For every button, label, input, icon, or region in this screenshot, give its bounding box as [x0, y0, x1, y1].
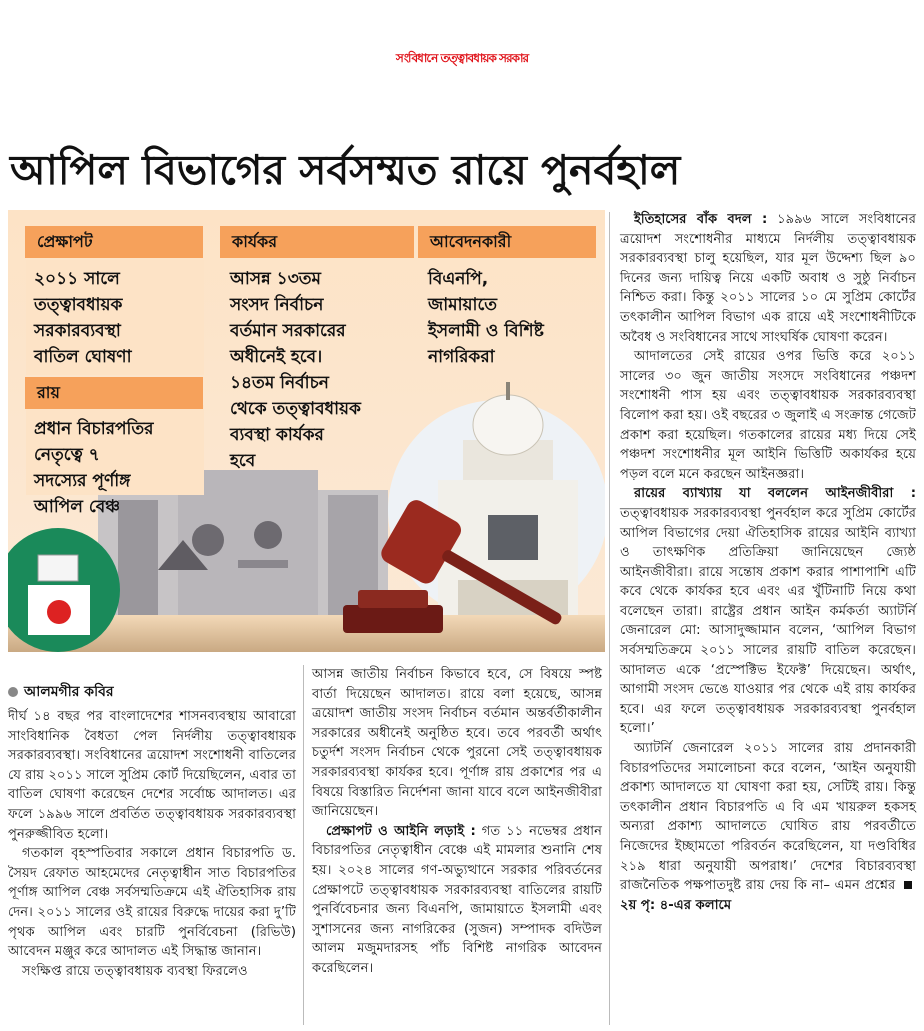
effective-text: আসন্ন ১৩তম সংসদ নির্বাচন বর্তমান সরকারের অধীনেই হবে। ১৪তম নির্বাচন থেকে তত্ত্বাবধায়ক ব্যবস্থা কার্যকর হবে — [230, 269, 361, 471]
headline: সংবিধানে তত্ত্বাবধায়ক সরকার — [395, 51, 529, 65]
effective-heading: কার্যকর — [220, 226, 414, 258]
infographic — [8, 210, 605, 652]
col3-paragraph — [620, 210, 916, 347]
article-column-1 — [8, 707, 296, 981]
col3-paragraph — [620, 739, 916, 915]
col3-subheading: রায়ের ব্যাখ্যায় যা বললেন আইনজীবীরা : — [634, 486, 916, 502]
col3-paragraph-text: তত্ত্বাবধায়ক সরকারব্যবস্থা পুনর্বহাল করে সুপ্রিম কোর্টের আপিল বিভাগের দেয়া ঐতিহাসিক রায়ের আইনি ব্যাখ্যা ও তাৎক্ষণিক প্রতিক্রিয়া জানিয়েছেন জ্যেষ্ঠ আইনজীবীরা। রায়ে সন্তোষ প্রকাশ করার পাশাপাশি এটি কবে থেকে কার্যকর হবে এবং এর খুঁটিনাটি নিয়ে কথা বলেছেন তারা। রাষ্ট্রের প্রধান আইন কর্মকর্তা অ্যাটর্নি জেনারেল মো: আসাদুজ্জামান বলেন, ‘আপিল বিভাগ সর্বসম্মতিক্রমে ২০১১ সালের রায়টি বাতিল করেছেন। আদালত একে ‘প্রস্পেক্টিভ ইফেক্ট’ দিয়েছেন। অর্থাৎ, আগামী সংসদ ভেঙে যাওয়ার পর থেকে এই রায় কার্যকর হবে। এর ফলে তত্ত্বাবধায়ক সরকারব্যবস্থা পুনর্বহাল হলো।’ — [620, 505, 916, 737]
article-column-3 — [620, 210, 916, 915]
col1-paragraph: দীর্ঘ ১৪ বছর পর বাংলাদেশের শাসনব্যবস্থায় আবারো সাংবিধানিক বৈধতা পেল নির্দলীয় তত্ত্বাবধায়ক সরকারব্যবস্থা। সংবিধানের ত্রয়োদশ সংশোধনী বাতিলের যে রায় ২০১১ সালে সুপ্রিম কোর্ট দিয়েছিলেন, এবার তা বাতিল ঘোষণা করেছেন দেশের সর্বোচ্চ আদালত। এর ফলে ১৯৯৬ সালে প্রবর্তিত তত্ত্বাবধায়ক সরকারব্যবস্থা পুনরুজ্জীবিত হলো। — [8, 709, 296, 842]
applicants-heading: আবেদনকারী — [418, 226, 596, 258]
col3-paragraph — [620, 484, 916, 739]
byline-name: আলমগীর কবির — [24, 684, 114, 700]
col1-paragraph: সংক্ষিপ্ত রায়ে তত্ত্বাবধায়ক ব্যবস্থা ফিরলেও — [22, 963, 248, 979]
col3-subheading: ইতিহাসের বাঁক বদল : — [634, 212, 768, 227]
byline — [8, 680, 114, 704]
col2-paragraph-text: গত ১১ নভেম্বর প্রধান বিচারপতির নেতৃত্বাধীন বেঞ্চে এই মামলার শুনানি শেষ হয়। ২০২৪ সালের গণ-অভ্যুত্থানে সরকার পরিবর্তনের প্রেক্ষাপটে তত্ত্বাবধায়ক সরকারব্যবস্থা বাতিলের রায়টি পুনর্বিবেচনার জন্য বিএনপি, জামায়াতে ইসলামী এবং সুশাসনের জন্য নাগরিকের (সুজন) সম্পাদক বদিউল আলম মজুমদারসহ পাঁচ বিশিষ্ট নাগরিক আবেদন করেছিলেন। — [312, 823, 603, 976]
col3-paragraph: আদালতের সেই রায়ের ওপর ভিত্তি করে ২০১১ সালের ৩০ জুন জাতীয় সংসদে সংবিধানের পঞ্চদশ সংশোধনী পাস হয় এবং তত্ত্বাবধায়ক সরকারব্যবস্থা বিলোপ করা হয়। ওই বছরের ৩ জুলাই এ সংক্রান্ত গেজেট প্রকাশ করা হয়েছিল। গতকালের রায়ের মধ্য দিয়ে সেই পঞ্চদশ সংশোধনীর মূল আইনি ভিত্তিটি অকার্যকর হয়ে পড়ল বলে মনে করছেন আইনজ্ঞরা। — [620, 349, 916, 482]
verdict-heading: রায় — [25, 377, 203, 409]
col2-paragraph: আসন্ন জাতীয় নির্বাচন কিভাবে হবে, সে বিষয়ে স্পষ্ট বার্তা দিয়েছেন আদালত। রায়ে বলা হয়েছে, আসন্ন ত্রয়োদশ জাতীয় সংসদ নির্বাচন বর্তমান অন্তর্বর্তীকালীন সরকারের অধীনেই অনুষ্ঠিত হবে। তবে পরবর্তী অর্থাৎ চতুর্দশ সংসদ নির্বাচন থেকে পুরনো সেই তত্ত্বাবধায়ক সরকারব্যবস্থা কার্যকর হবে। পূর্ণাঙ্গ রায় প্রকাশের পর এ বিষয়ে বিস্তারিত নির্দেশনা জানা যাবে বলে আইনজীবীরা জানিয়েছেন। — [312, 667, 602, 820]
continued-jump: ২য় পৃ: ৪-এর কলামে — [620, 897, 732, 913]
col1-paragraph: গতকাল বৃহস্পতিবার সকালে প্রধান বিচারপতি ড. সৈয়দ রেফাত আহমেদের নেতৃত্বাধীন সাত বিচারপতির পূর্ণাঙ্গ আপিল বেঞ্চ সর্বসম্মতিক্রমে এই ঐতিহাসিক রায় দেন। ২০১১ সালের ওই রায়ের বিরুদ্ধে দায়ের করা দু’টি পৃথক আপিল এবং চারটি পুনর্বিবেচনা (রিভিউ) আবেদন মঞ্জুর করে আদালত এই সিদ্ধান্ত জানান। — [8, 846, 296, 960]
col2-paragraph — [312, 822, 602, 979]
bullet-icon — [8, 687, 18, 697]
background-heading: প্রেক্ষাপট — [25, 226, 203, 258]
col2-subheading: প্রেক্ষাপট ও আইনি লড়াই : — [326, 823, 476, 839]
article-column-2 — [312, 665, 602, 979]
verdict-text: প্রধান বিচারপতির নেতৃত্বে ৭ সদস্যের পূর্ণাঙ্গ আপিল বেঞ্চ — [34, 419, 154, 517]
col3-paragraph-text: অ্যাটর্নি জেনারেল ২০১১ সালের রায় প্রদানকারী বিচারপতিদের সমালোচনা করে বলেন, ‘আইন অনুযায়ী প্রকাশ্য আদালতে যা ঘোষণা করা হয়, সেটিই রায়। কিন্তু তৎকালীন প্রধান বিচারপতি এ বি এম খায়রুল হকসহ অন্যরা প্রকাশ্য আদালতে ঘোষিত রায় পরবর্তীতে নিজেদের ইচ্ছামতো পরিবর্তন করেছিলেন, যা দণ্ডবিধির ২১৯ ধারা অনুযায়ী অপরাধ।’ দেশের বিচারব্যবস্থা রাজনৈতিক পক্ষপাতদুষ্ট রায় দেয় কি না– এমন প্রশ্নের — [620, 741, 916, 894]
background-text: ২০১১ সালে তত্ত্বাবধায়ক সরকারব্যবস্থা বাতিল ঘোষণা — [34, 269, 132, 367]
jump-square-icon — [904, 881, 912, 889]
applicants-text: বিএনপি, জামায়াতে ইসলামী ও বিশিষ্ট নাগরিকরা — [428, 269, 544, 367]
col3-paragraph-text: ১৯৯৬ সালে সংবিধানের ত্রয়োদশ সংশোধনীর মাধ্যমে নির্দলীয় তত্ত্বাবধায়ক সরকারব্যবস্থা চালু হয়েছিল, যার মূল উদ্দেশ্য ছিল ৯০ দিনের জন্য দায়িত্ব নিয়ে একটি অবাধ ও সুষ্ঠু নির্বাচন নিশ্চিত করা। কিন্তু ২০১১ সালের ১০ মে সুপ্রিম কোর্টের তৎকালীন আপিল বিভাগ এক রায়ে এই সংশোধনীটিকে অবৈধ ও সংবিধানের সাথে সাংঘর্ষিক ঘোষণা করেন। — [620, 212, 916, 345]
subheadline: আপিল বিভাগের সর্বসম্মত রায়ে পুনর্বহাল — [10, 146, 681, 194]
